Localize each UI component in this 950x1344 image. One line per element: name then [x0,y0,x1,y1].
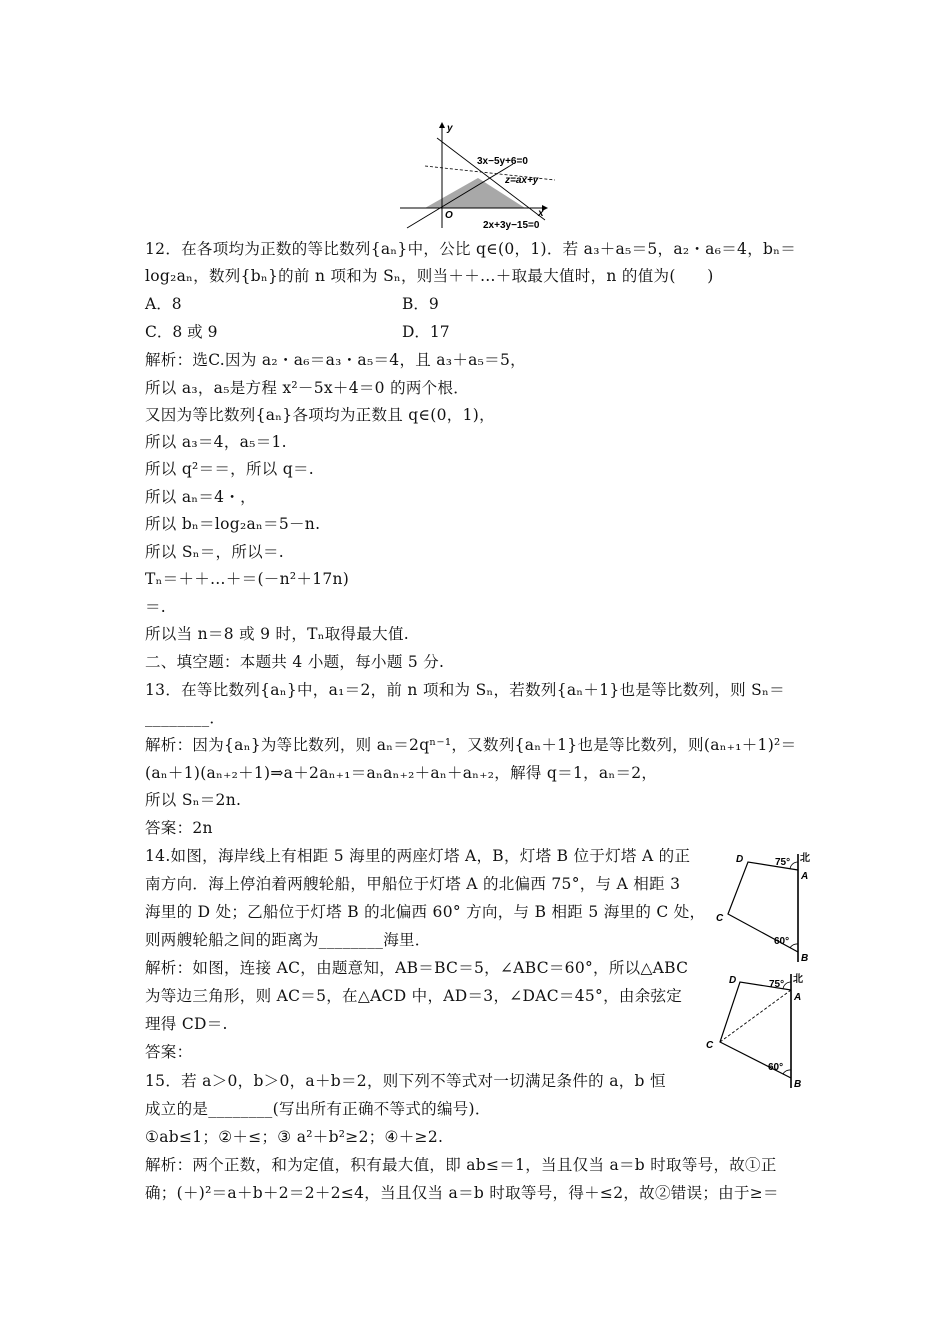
label-d: D [736,854,744,865]
q14-line: 则两艘轮船之间的距离为________海里． [145,931,431,949]
q14-line: 南方向．海上停泊着两艘轮船，甲船位于灯塔 A 的北偏西 75°，与 A 相距 3 [145,875,681,893]
angle-arc-a [790,862,798,869]
label-angle-75: 75° [769,979,785,990]
diagonal-ac [720,990,791,1042]
label-d: D [729,975,737,986]
q12-stem-line2: log₂aₙ，数列{bₙ}的前 n 项和为 Sₙ，则当＋＋…＋取最大值时，n 的值为( ) [145,267,714,285]
q13-solution-line: 解析：因为{aₙ}为等比数列，则 aₙ＝2qⁿ⁻¹，又数列{aₙ＋1}也是等比数列，则(aₙ₊₁＋1)²＝ [145,736,797,754]
lighthouse-figure-solution [700,970,820,1092]
axis-y-label: y [447,123,453,134]
line2-label: z=ax+y [505,175,539,186]
q13-solution-line: 所以 Sₙ＝2n. [145,791,242,809]
q12-solution-line: 又因为等比数列{aₙ}各项均为正数且 q∈(0，1)， [145,406,495,424]
q14-line: 解析：如图，连接 AC，由题意知，AB＝BC＝5，∠ABC＝60°，所以△ABC [145,959,689,977]
q14-answer: 答案： [145,1043,193,1061]
label-c: C [706,1040,714,1051]
q13-stem-line1: 13．在等比数列{aₙ}中，a₁＝2，前 n 项和为 Sₙ，若数列{aₙ＋1}也是等比数列，则 Sₙ＝ [145,681,785,699]
q12-stem-line1: 12．在各项均为正数的等比数列{aₙ}中，公比 q∈(0，1)．若 a₃＋a₅＝5，a₂・a₆＝4，bₙ＝ [145,240,797,258]
q13-answer: 答案：2n [145,819,213,837]
q12-option-a: A．8 [145,295,182,313]
q12-option-c: C．8 或 9 [145,323,218,341]
q12-option-b: B．9 [402,295,439,313]
q13-solution-line: (aₙ＋1)(aₙ₊₂＋1)⇒a＋2aₙ₊₁＝aₙaₙ₊₂＋aₙ＋aₙ₊₂，解得 q＝1，aₙ＝2， [145,764,658,782]
q12-solution-line: 所以当 n＝8 或 9 时，Tₙ取得最大值. [145,625,409,643]
section-heading: 二、填空题：本题共 4 小题，每小题 5 分. [145,653,445,671]
q14-line: 为等边三角形，则 AC＝5，在△ACD 中，AD＝3，∠DAC＝45°，由余弦定 [145,987,683,1005]
q15-line: 15．若 a＞0，b＞0，a＋b＝2，则下列不等式对一切满足条件的 a，b 恒 [145,1072,666,1090]
q12-solution-line: 所以 a₃＝4，a₅＝1. [145,433,287,451]
label-b: B [801,953,809,964]
q12-solution-line: ＝. [145,598,167,616]
q12-solution-line: Tₙ＝＋＋…＋＝(－n²＋17n) [145,570,350,588]
label-angle-60: 60° [774,936,790,947]
q15-line: 解析：两个正数，和为定值，积有最大值，即 ab≤＝1，当且仅当 a＝b 时取等号，故①正 [145,1156,777,1174]
axis-x-label: x [538,208,544,219]
q14-line: 理得 CD＝. [145,1015,228,1033]
q12-solution-line: 所以 q²＝＝，所以 q＝. [145,460,315,478]
q12-solution-line: 所以 a₃，a₅是方程 x²－5x＋4＝0 的两个根． [145,379,470,397]
q12-solution-line: 所以 aₙ＝4・， [145,488,256,506]
q13-stem-line2: ________． [145,709,226,727]
label-c: C [716,913,724,924]
angle-arc-a [783,982,791,989]
label-a: A [794,992,802,1003]
q12-solution-line: 所以 bₙ＝log₂aₙ＝5－n. [145,515,321,533]
angle-arc-b [783,1070,791,1074]
q15-line: ①ab≤1；②＋≤；③ a²＋b²≥2；④＋≥2. [145,1128,444,1146]
q15-line: 成立的是________(写出所有正确不等式的编号)． [145,1100,491,1118]
lighthouse-figure-problem [710,848,820,966]
label-b: B [794,1079,802,1090]
label-north: 北 [800,853,810,864]
q12-option-d: D．17 [402,323,450,341]
q14-line: 14.如图，海岸线上有相距 5 海里的两座灯塔 A，B，灯塔 B 位于灯塔 A 的正 [145,847,691,865]
q14-line: 海里的 D 处；乙船位于灯塔 B 的北偏西 60° 方向，与 B 相距 5 海里的 C 处， [145,903,706,921]
q15-line: 确；(＋)²＝a＋b＋2＝2＋2≤4，当且仅当 a＝b 时取等号，得＋≤2，故②错误；由于≥＝ [145,1184,779,1202]
label-angle-75: 75° [775,857,791,868]
origin-label: O [445,210,453,221]
line3-label: 2x+3y−15=0 [483,220,540,231]
label-angle-60: 60° [768,1062,784,1073]
q12-solution-line: 所以 Sₙ＝，所以＝. [145,543,284,561]
label-north: 北 [793,974,803,985]
angle-arc-b [790,944,798,948]
linear-programming-graph [395,120,560,232]
q12-solution-line: 解析：选C.因为 a₂・a₆＝a₃・a₅＝4，且 a₃＋a₅＝5， [145,351,526,369]
label-a: A [801,871,809,882]
line1-label: 3x−5y+6=0 [477,156,528,167]
